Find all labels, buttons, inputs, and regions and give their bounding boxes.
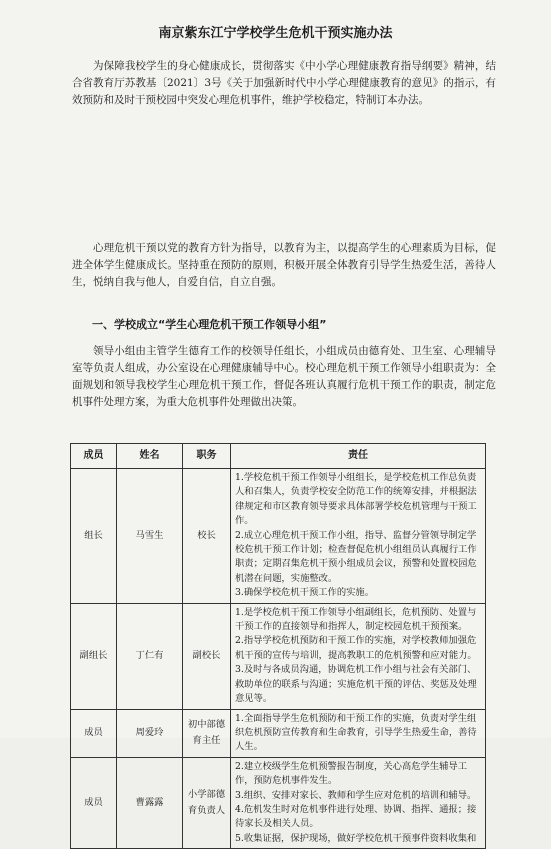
duty-item: 2.建立校级学生危机预警报告制度，关心高危学生辅导工作，预防危机事件发生。 — [235, 760, 467, 787]
name-cell: 曹露露 — [117, 757, 183, 848]
document-title: 南京紫东江宁学校学生危机干预实施办法 — [158, 26, 393, 41]
name-cell: 周爱玲 — [117, 709, 183, 757]
principle-paragraph: 心理危机干预以党的教育方针为指导，以教育为主，以提高学生的心理素质为目标，促进全体学生健康成长。坚持重在预防的原则，积极开展全体教育引导学生热爱生活，善待人生，悦纳自我与他人，自爱自信，自立自强。 — [72, 242, 496, 288]
duties-cell — [231, 709, 486, 757]
duty-table — [70, 443, 486, 849]
duty-item: 3.确保学校危机干预工作的实施。 — [235, 587, 375, 599]
member-cell: 组长 — [71, 469, 117, 604]
duty-item: 2.成立心理危机干预工作小组，指导、监督分管领导制定学校危机干预工作计划；检查督促危机小组组员认真履行工作职责；定期召集危机干预小组成员会议，预警和处置校园危机潜在问题，实施整改。 — [235, 529, 477, 584]
duty-item: 1.全面指导学生危机预防和干预工作的实施，负责对学生组织危机预防宣传教育和生命教育，引导学生热爱生命，善待人生。 — [235, 712, 477, 753]
intro-paragraph: 为保障我校学生的身心健康成长，贯彻落实《中小学心理健康教育指导纲要》精神，结合省教育厅苏教基〔2021〕3号《关于加强新时代中小学心理健康教育的意见》的指示，有效预防和及时干预校园中突发心理危机事件，维护学校稳定，特制订本办法。 — [72, 60, 496, 106]
duties-cell — [231, 603, 486, 709]
name-cell: 马雪生 — [117, 469, 183, 604]
table-row — [71, 603, 486, 709]
table-row — [71, 709, 486, 757]
member-cell: 成员 — [71, 757, 117, 848]
duties-cell — [231, 757, 486, 848]
header-name: 姓名 — [117, 444, 183, 469]
member-cell: 成员 — [71, 709, 117, 757]
duty-item: 3.组织、安排对家长、教师和学生应对危机的培训和辅导。 — [235, 789, 477, 801]
header-member: 成员 — [71, 444, 117, 469]
duty-item: 1.学校危机干预工作领导小组组长，是学校危机工作总负责人和召集人，负责学校安全防范工作的统筹安排，并根据法律规定和市区教育领导要求具体部署学校危机管理与干预工作。 — [235, 472, 477, 527]
duty-item: 4.危机发生时对危机事件进行处理、协调、指挥、通报；接待家长及相关人员。 — [235, 803, 477, 830]
duties-cell — [231, 469, 486, 604]
duty-item: 2.指导学校危机预防和干预工作的实施，对学校教师加强危机干预的宣传与培训，提高教职工的危机预警和应对能力。 — [235, 635, 477, 661]
duty-item: 5.收集证据，保护现场，做好学校危机干预事件资料收集和 — [235, 832, 477, 844]
header-position: 职务 — [183, 444, 231, 469]
position-cell: 副校长 — [183, 603, 231, 709]
duty-item: 3.及时与各成员沟通，协调危机工作小组与社会有关部门、救助单位的联系与沟通；实施危机干预的评估、奖惩及处理意见等。 — [235, 664, 477, 705]
leadership-paragraph: 领导小组由主管学生德育工作的校领导任组长，小组成员由德育处、卫生室、心理辅导室等负责人组成，办公室设在心理健康辅导中心。校心理危机干预工作领导小组职责为：全面规划和领导我校学生心理危机干预工作，督促各班认真履行危机干预工作的职责，制定危机事件处理方案，为重大危机事件处理做出决策。 — [72, 345, 496, 408]
position-cell: 校长 — [183, 469, 231, 604]
header-duties: 责任 — [231, 444, 486, 469]
duty-item: 1.是学校危机干预工作领导小组副组长，危机预防、处置与干预工作的直接领导和指挥人，制定校园危机干预预案。 — [235, 606, 477, 633]
name-cell: 丁仁有 — [117, 603, 183, 709]
table-header-row — [71, 444, 486, 469]
position-cell: 初中部德育主任 — [183, 709, 231, 757]
member-cell: 副组长 — [71, 603, 117, 709]
position-cell: 小学部德育负责人 — [183, 757, 231, 848]
section-heading-1: 一、学校成立“学生心理危机干预工作领导小组” — [92, 318, 327, 331]
table-row — [71, 757, 486, 848]
table-row — [71, 469, 486, 604]
